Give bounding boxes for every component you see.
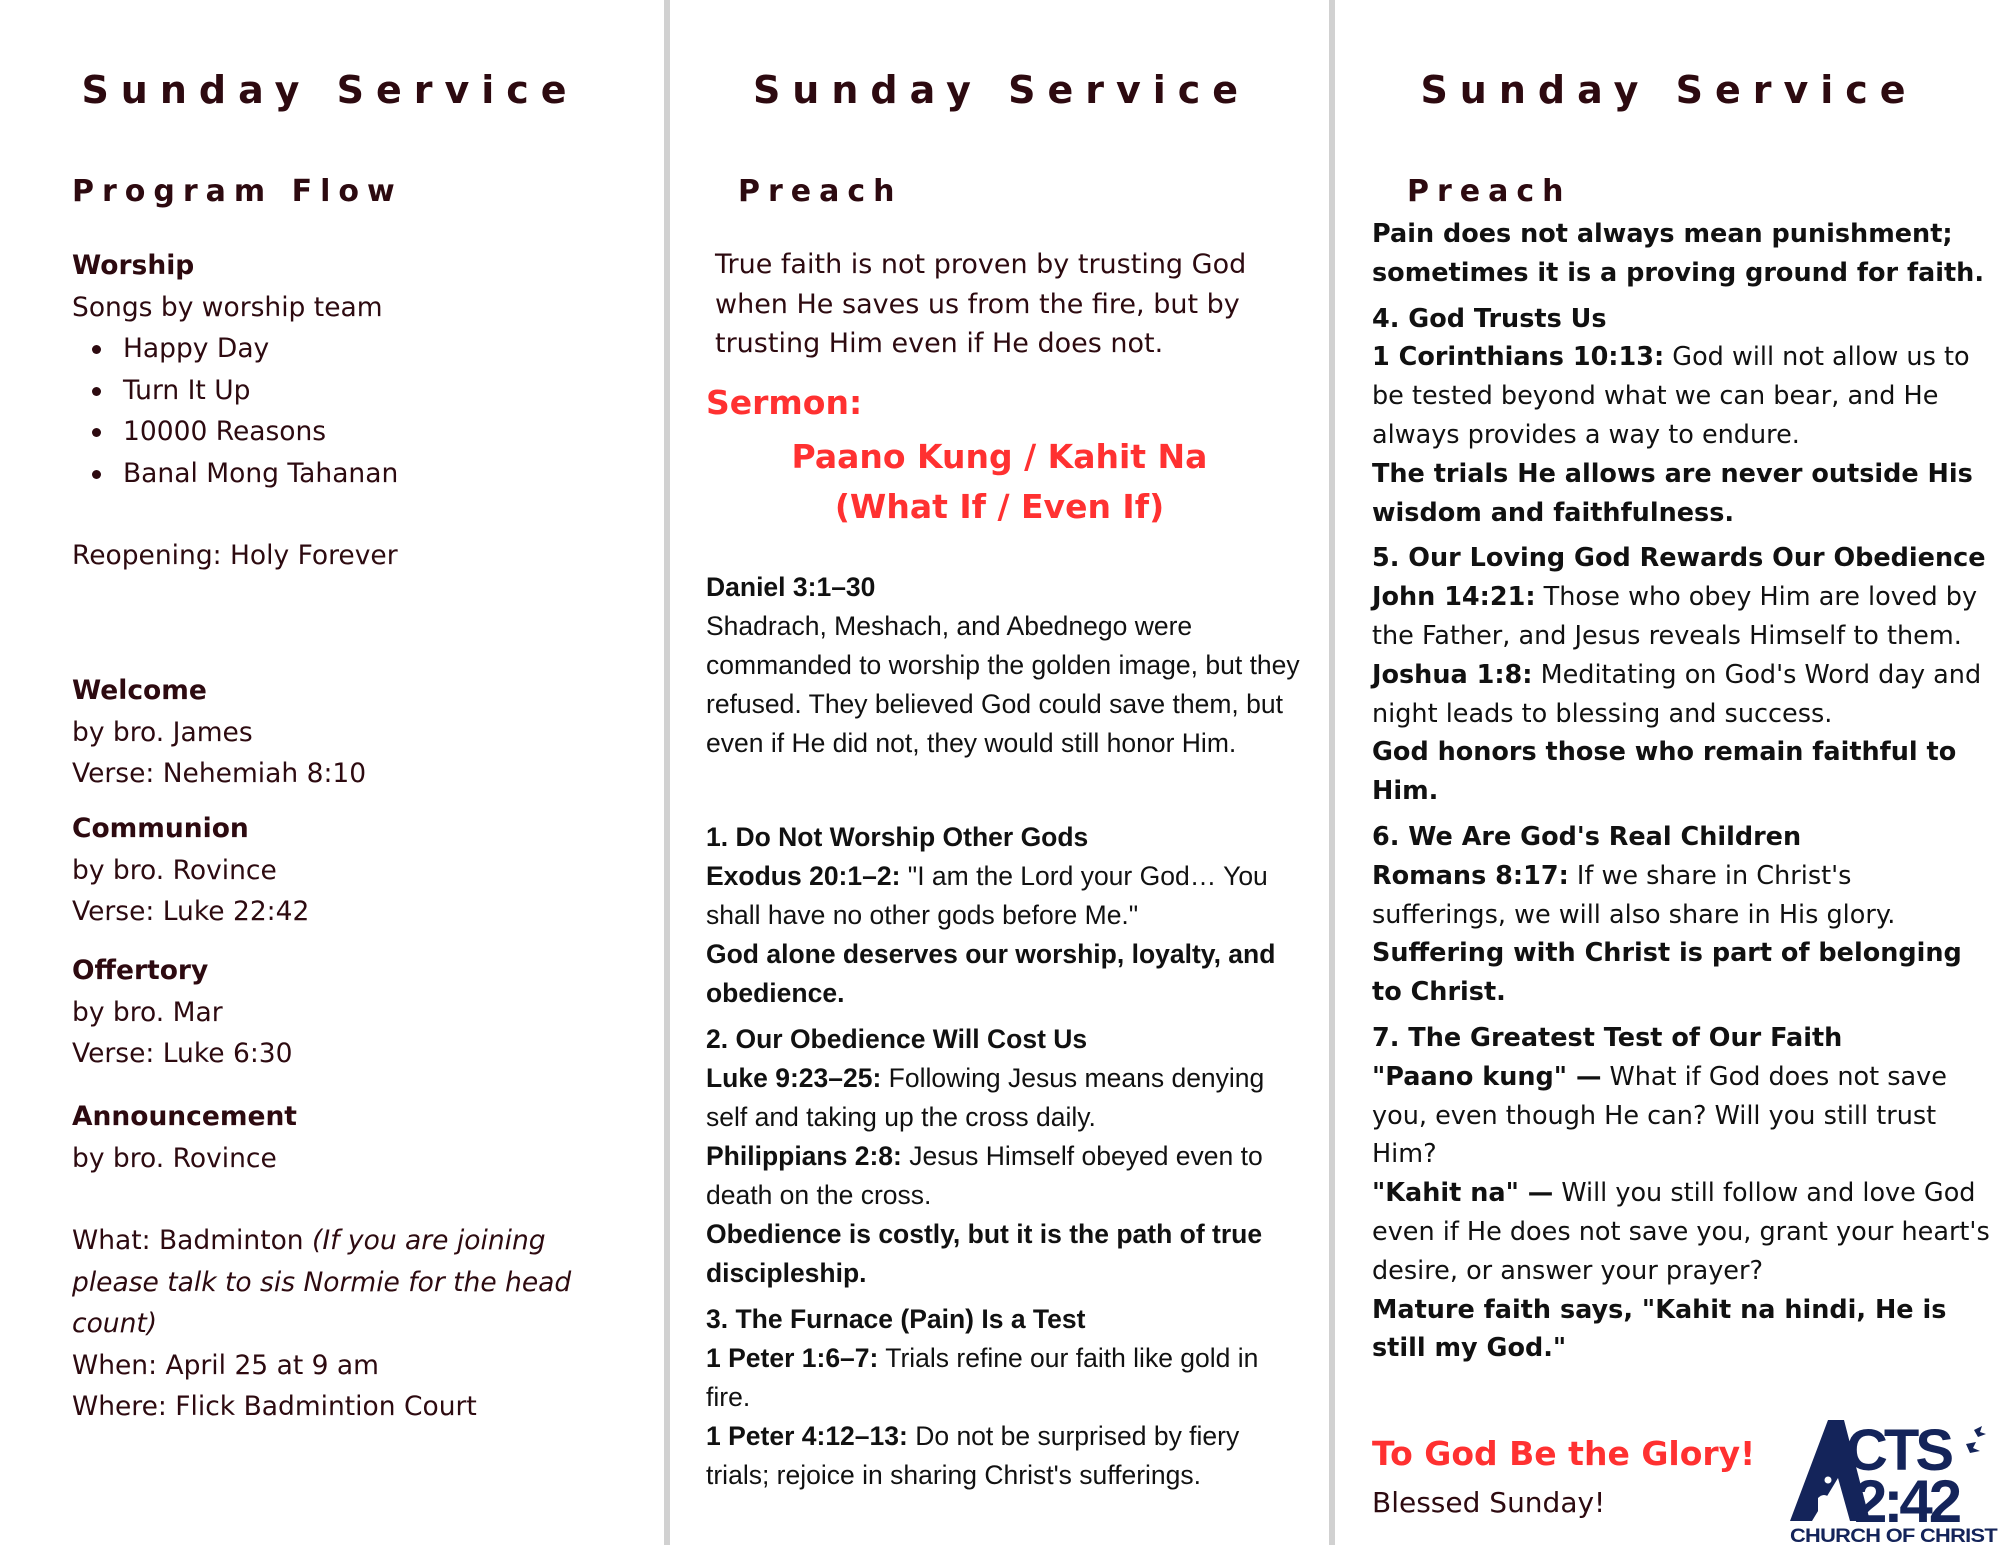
offertory-section <box>72 950 652 1075</box>
worship-section <box>72 245 652 577</box>
scripture-ref: Daniel 3:1–30 <box>706 572 876 602</box>
announcement-where: Where: Flick Badmintion Court <box>72 1391 477 1422</box>
point-heading: 5. Our Loving God Rewards Our Obedience <box>1372 543 1986 574</box>
point-heading: 1. Do Not Worship Other Gods <box>706 822 1089 852</box>
bullet-icon <box>92 387 101 396</box>
offertory-verse: Verse: Luke 6:30 <box>72 1038 293 1069</box>
point-verse: Luke 9:23–25: Following Jesus means denying self and taking up the cross daily. <box>706 1063 1265 1132</box>
panel-title: Sunday Service <box>752 68 1251 112</box>
section-heading-preach: Preach <box>738 174 903 209</box>
svg-text:CTS: CTS <box>1846 1418 1950 1483</box>
point-takeaway: Mature faith says, "Kahit na hindi, He is still my God." <box>1372 1294 1947 1364</box>
announcement-by: by bro. Rovince <box>72 1142 277 1174</box>
sermon-point <box>1372 818 1992 1012</box>
church-logo <box>1788 1418 1999 1545</box>
bullet-icon <box>92 345 101 354</box>
point-takeaway: The trials He allows are never outside His wisdom and faithfulness. <box>1372 458 1973 528</box>
sermon-title-line2: (What If / Even If) <box>834 487 1165 526</box>
point-verse: "Paano kung" — What if God does not save you, even though He can? Will you still trust Him? <box>1372 1061 1947 1170</box>
sermon-point <box>1372 539 1992 811</box>
point-verse: 1 Corinthians 10:13: God will not allow us to be tested beyond what we can bear, and He always provides a way to endure. <box>1372 342 1970 450</box>
scripture-block <box>706 568 1306 763</box>
point-verse: 1 Peter 4:12–13: Do not be surprised by fiery trials; rejoice in sharing Christ's sufferings. <box>706 1421 1240 1490</box>
panel-program-flow <box>0 0 664 1545</box>
points-list <box>1372 215 1992 1368</box>
sermon-point <box>706 1020 1306 1293</box>
sermon-label: Sermon: <box>706 383 863 422</box>
announcement-when: When: April 25 at 9 am <box>72 1349 379 1381</box>
point-takeaway: God alone deserves our worship, loyalty, and obedience. <box>706 939 1276 1008</box>
svg-text:2:42: 2:42 <box>1854 1468 1959 1535</box>
svg-text:CHURCH OF CHRIST: CHURCH OF CHRIST <box>1790 1526 1999 1545</box>
song-list <box>72 328 652 494</box>
point-verse: Joshua 1:8: Meditating on God's Word day and night leads to blessing and success. <box>1372 659 1982 729</box>
point-takeaway: Suffering with Christ is part of belonging to Christ. <box>1372 938 1962 1008</box>
acts-242-logo-icon <box>1788 1418 1999 1545</box>
reopening-song: Reopening: Holy Forever <box>72 540 398 571</box>
announcement-note: (If you are joining please talk to sis Normie for the head count) <box>72 1225 572 1339</box>
point-takeaway: Obedience is costly, but it is the path of true discipleship. <box>706 1219 1263 1288</box>
point-heading: 3. The Furnace (Pain) Is a Test <box>706 1304 1086 1334</box>
worship-heading: Worship <box>72 250 195 281</box>
points-list <box>706 818 1306 1495</box>
section-heading-program-flow: Program Flow <box>72 174 403 209</box>
panel-preach-1 <box>670 0 1329 1545</box>
sermon-point <box>1372 1019 1992 1368</box>
communion-section <box>72 808 652 933</box>
point-verse: Philippians 2:8: Jesus Himself obeyed even to death on the cross. <box>706 1141 1263 1210</box>
song-item: Happy Day <box>72 328 652 370</box>
communion-heading: Communion <box>72 813 249 844</box>
panel-preach-2 <box>1335 0 1999 1545</box>
point-verse: Exodus 20:1–2: "I am the Lord your God… You shall have no other gods before Me." <box>706 861 1268 930</box>
worship-description: Songs by worship team <box>72 291 383 323</box>
announcement-section <box>72 1096 617 1428</box>
sermon-title-line1: Paano Kung / Kahit Na <box>791 437 1208 476</box>
point-verse: Romans 8:17: If we share in Christ's sufferings, we will also share in His glory. <box>1372 860 1896 930</box>
bullet-icon <box>92 428 101 437</box>
point-heading: 2. Our Obedience Will Cost Us <box>706 1024 1088 1054</box>
sermon-tagline: True faith is not proven by trusting God when He saves us from the fire, but by trusting Him even if He does not. <box>715 249 1247 359</box>
sermon-point <box>1372 300 1992 533</box>
point-heading: 7. The Greatest Test of Our Faith <box>1372 1022 1843 1053</box>
communion-verse: Verse: Luke 22:42 <box>72 896 310 927</box>
song-item: Banal Mong Tahanan <box>72 453 652 495</box>
point-verse: John 14:21: Those who obey Him are loved by the Father, and Jesus reveals Himself to them. <box>1372 582 1978 651</box>
offertory-by: by bro. Mar <box>72 996 223 1028</box>
song-item: Turn It Up <box>72 370 652 412</box>
point-takeaway: God honors those who remain faithful to Him. <box>1372 737 1957 807</box>
welcome-by: by bro. James <box>72 716 253 748</box>
intro-statement: Pain does not always mean punishment; sometimes it is a proving ground for faith. <box>1372 219 1985 288</box>
point-verse: "Kahit na" — Will you still follow and love God even if He does not save you, grant your heart's desire, or answer your prayer? <box>1372 1178 1990 1286</box>
song-item: 10000 Reasons <box>72 411 652 453</box>
sermon-point <box>706 1300 1306 1495</box>
point-heading: 6. We Are God's Real Children <box>1372 821 1802 852</box>
offertory-heading: Offertory <box>72 955 209 986</box>
sermon-title <box>670 432 1329 532</box>
panel-title: Sunday Service <box>1420 68 1918 112</box>
welcome-heading: Welcome <box>72 675 207 706</box>
closing-statement: To God Be the Glory! <box>1372 1434 1756 1473</box>
communion-by: by bro. Rovince <box>72 854 277 886</box>
panel-title: Sunday Service <box>81 68 579 112</box>
welcome-verse: Verse: Nehemiah 8:10 <box>72 758 367 789</box>
blessing-text: Blessed Sunday! <box>1372 1486 1606 1519</box>
point-heading: 4. God Trusts Us <box>1372 303 1607 334</box>
point-verse: 1 Peter 1:6–7: Trials refine our faith like gold in fire. <box>706 1343 1259 1412</box>
sermon-point <box>706 818 1306 1013</box>
announcement-what: What: Badminton (If you are joining please talk to sis Normie for the head count) <box>72 1225 572 1339</box>
section-heading-preach: Preach <box>1407 174 1572 209</box>
announcement-heading: Announcement <box>72 1101 297 1132</box>
bullet-icon <box>92 470 101 479</box>
welcome-section <box>72 670 652 795</box>
scripture-text: Shadrach, Meshach, and Abednego were commanded to worship the golden image, but they refused. They believed God could save them, but even if He did not, they would still honor Him. <box>706 611 1300 758</box>
